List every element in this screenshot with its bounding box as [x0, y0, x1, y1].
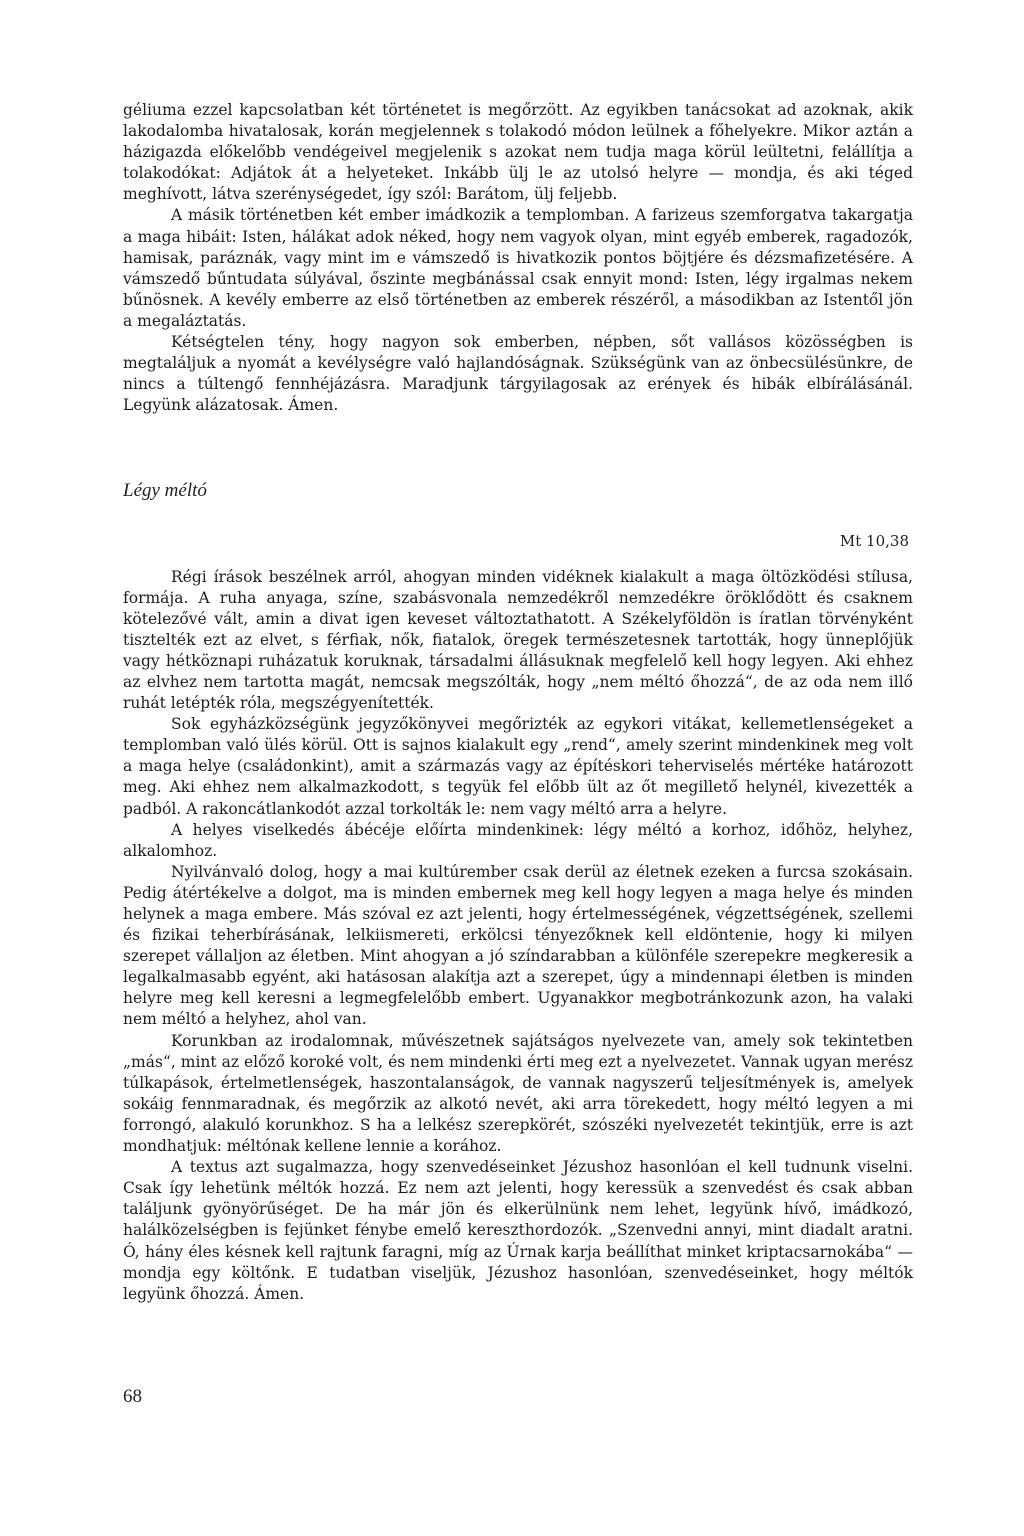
paragraph: Régi írások beszélnek arról, ahogyan minden vidéknek kialakult a maga öltözködési stílusa, formája. A ruha anyaga, színe, szabásvonala nemzedékről nemzedékre öröklődött és csaknem kötelezővé vált, amin a divat igen keveset változtathatott. A Székelyföldön is íratlan törvényként tisztelték ezt az elvet, s férfiak, nők, fiatalok, öregek természetesnek tartották, hogy ünneplőjük vagy hétköznapi ruházatuk koruknak, társadalmi állásuknak megfelelő kell hogy legyen. Aki ehhez az elvhez nem tartotta magát, nemcsak megszólták, hogy „nem méltó őhozzá“, de az oda nem illő ruhát letépték róla, megszégyenítették.	[123, 567, 913, 713]
page-number: 68	[123, 1386, 142, 1407]
scripture-reference: Mt 10,38	[839, 532, 909, 551]
paragraph: A helyes viselkedés ábécéje előírta mindenkinek: légy méltó a korhoz, időhöz, helyhez, alkalomhoz.	[123, 820, 913, 860]
document-page	[123, 100, 913, 1305]
paragraph: Nyilvánvaló dolog, hogy a mai kultúrember csak derül az életnek ezeken a furcsa szokásain. Pedig átértékelve a dolgot, ma is minden embernek meg kell hogy legyen a maga helye és minden helynek a maga embere. Más szóval ez azt jelenti, hogy értelmességének, végzettségének, szellemi és fizikai teherbírásának, lelkiismereti, erkölcsi tényezőknek kell eldöntenie, hogy ki milyen szerepet vállaljon az életben. Mint ahogyan a jó színdarabban a különféle szerepekre megkeresik a legalkalmasabb egyént, aki hatásosan alakítja azt a szerepet, úgy a mindennapi életben is minden helyre meg kell keresni a legmegfelelőbb embert. Ugyanakkor megbotránkozunk azon, ha valaki nem méltó a helyhez, ahol van.	[123, 862, 913, 1029]
section-title: Légy méltó	[123, 480, 207, 502]
paragraph: Sok egyházközségünk jegyzőkönyvei megőrizték az egykori vitákat, kellemetlenségeket a templomban való ülés körül. Ott is sajnos kialakult egy „rend“, amely szerint mindenkinek meg volt a maga helye (családonkint), amit a származás vagy az építéskori teherviselés mértéke határozott meg. Aki ehhez nem alkalmazkodott, s tegyük fel előbb ült az őt megillető helynél, kivezették a padból. A rakoncátlankodót azzal torkolták le: nem vagy méltó arra a helyre.	[123, 715, 913, 818]
paragraph-continuation: géliuma ezzel kapcsolatban két történetet is megőrzött. Az egyikben tanácsokat ad azoknak, akik lakodalomba hivatalosak, korán megjelennek s tolakodó módon leülnek a főhelyekre. Mikor aztán a házigazda előkelőbb vendégeivel megjelenik s azokat nem tudja maga körül leültetni, felállítja a tolakodókat: Adjátok át a helyeteket. Inkább ülj le az utolsó helyre — mondja, és aki téged meghívott, látva szerénységedet, így szól: Barátom, ülj feljebb.	[123, 101, 913, 204]
paragraph: Korunkban az irodalomnak, művészetnek sajátságos nyelvezete van, amely sok tekintetben „más“, mint az előző koroké volt, és nem mindenki érti meg ezt a nyelvezetet. Vannak ugyan merész túlkapások, értelmetlenségek, haszontalanságok, de vannak nagyszerű teljesítmények is, amelyek sokáig fennmaradnak, és megőrzik az alkotó nevét, aki arra törekedett, hogy méltó legyen a mi forrongó, alakuló korunkhoz. S ha a lelkész szerepkörét, szószéki nyelvezetét tekintjük, erre is azt mondhatjuk: méltónak kellene lennie a korához.	[123, 1031, 913, 1156]
paragraph: Kétségtelen tény, hogy nagyon sok emberben, népben, sőt vallásos közösségben is megtaláljuk a nyomát a kevélységre való hajlandóságnak. Szükségünk van az önbecsülésünkre, de nincs a túltengő fennhéjázásra. Maradjunk tárgyilagosak az erények és hibák elbírálásánál. Legyünk alázatosak. Ámen.	[123, 333, 913, 415]
paragraph: A másik történetben két ember imádkozik a templomban. A farizeus szemforgatva takargatja a maga hibáit: Isten, hálákat adok néked, hogy nem vagyok olyan, mint egyéb emberek, ragadozók, hamisak, paráznák, vagy mint im e vámszedő is hivatkozik pontos böjtjére és dézsmafizetésére. A vámszedő bűntudata súlyával, őszinte megbánással csak ennyit mond: Isten, légy irgalmas nekem bűnösnek. A kevély emberre az első történetben az emberek részéről, a másodikban az Istentől jön a megaláztatás.	[123, 206, 913, 330]
paragraph: A textus azt sugalmazza, hogy szenvedéseinket Jézushoz hasonlóan el kell tudnunk viselni. Csak így lehetünk méltók hozzá. Ez nem azt jelenti, hogy keressük a szenvedést és csak abban találjunk gyönyörűséget. De ha már jön és elkerülnünk nem lehet, legyünk hívő, imádkozó, halálközelségben is fejünket fénybe emelő kereszthordozók. „Szenvedni annyi, mint diadalt aratni. Ó, hány éles késnek kell rajtunk faragni, míg az Úrnak karja beállíthat minket kriptacsarnokába“ — mondja egy költőnk. E tudatban viseljük, Jézushoz hasonlóan, szenvedéseinket, hogy méltók legyünk őhozzá. Ámen.	[123, 1158, 913, 1303]
